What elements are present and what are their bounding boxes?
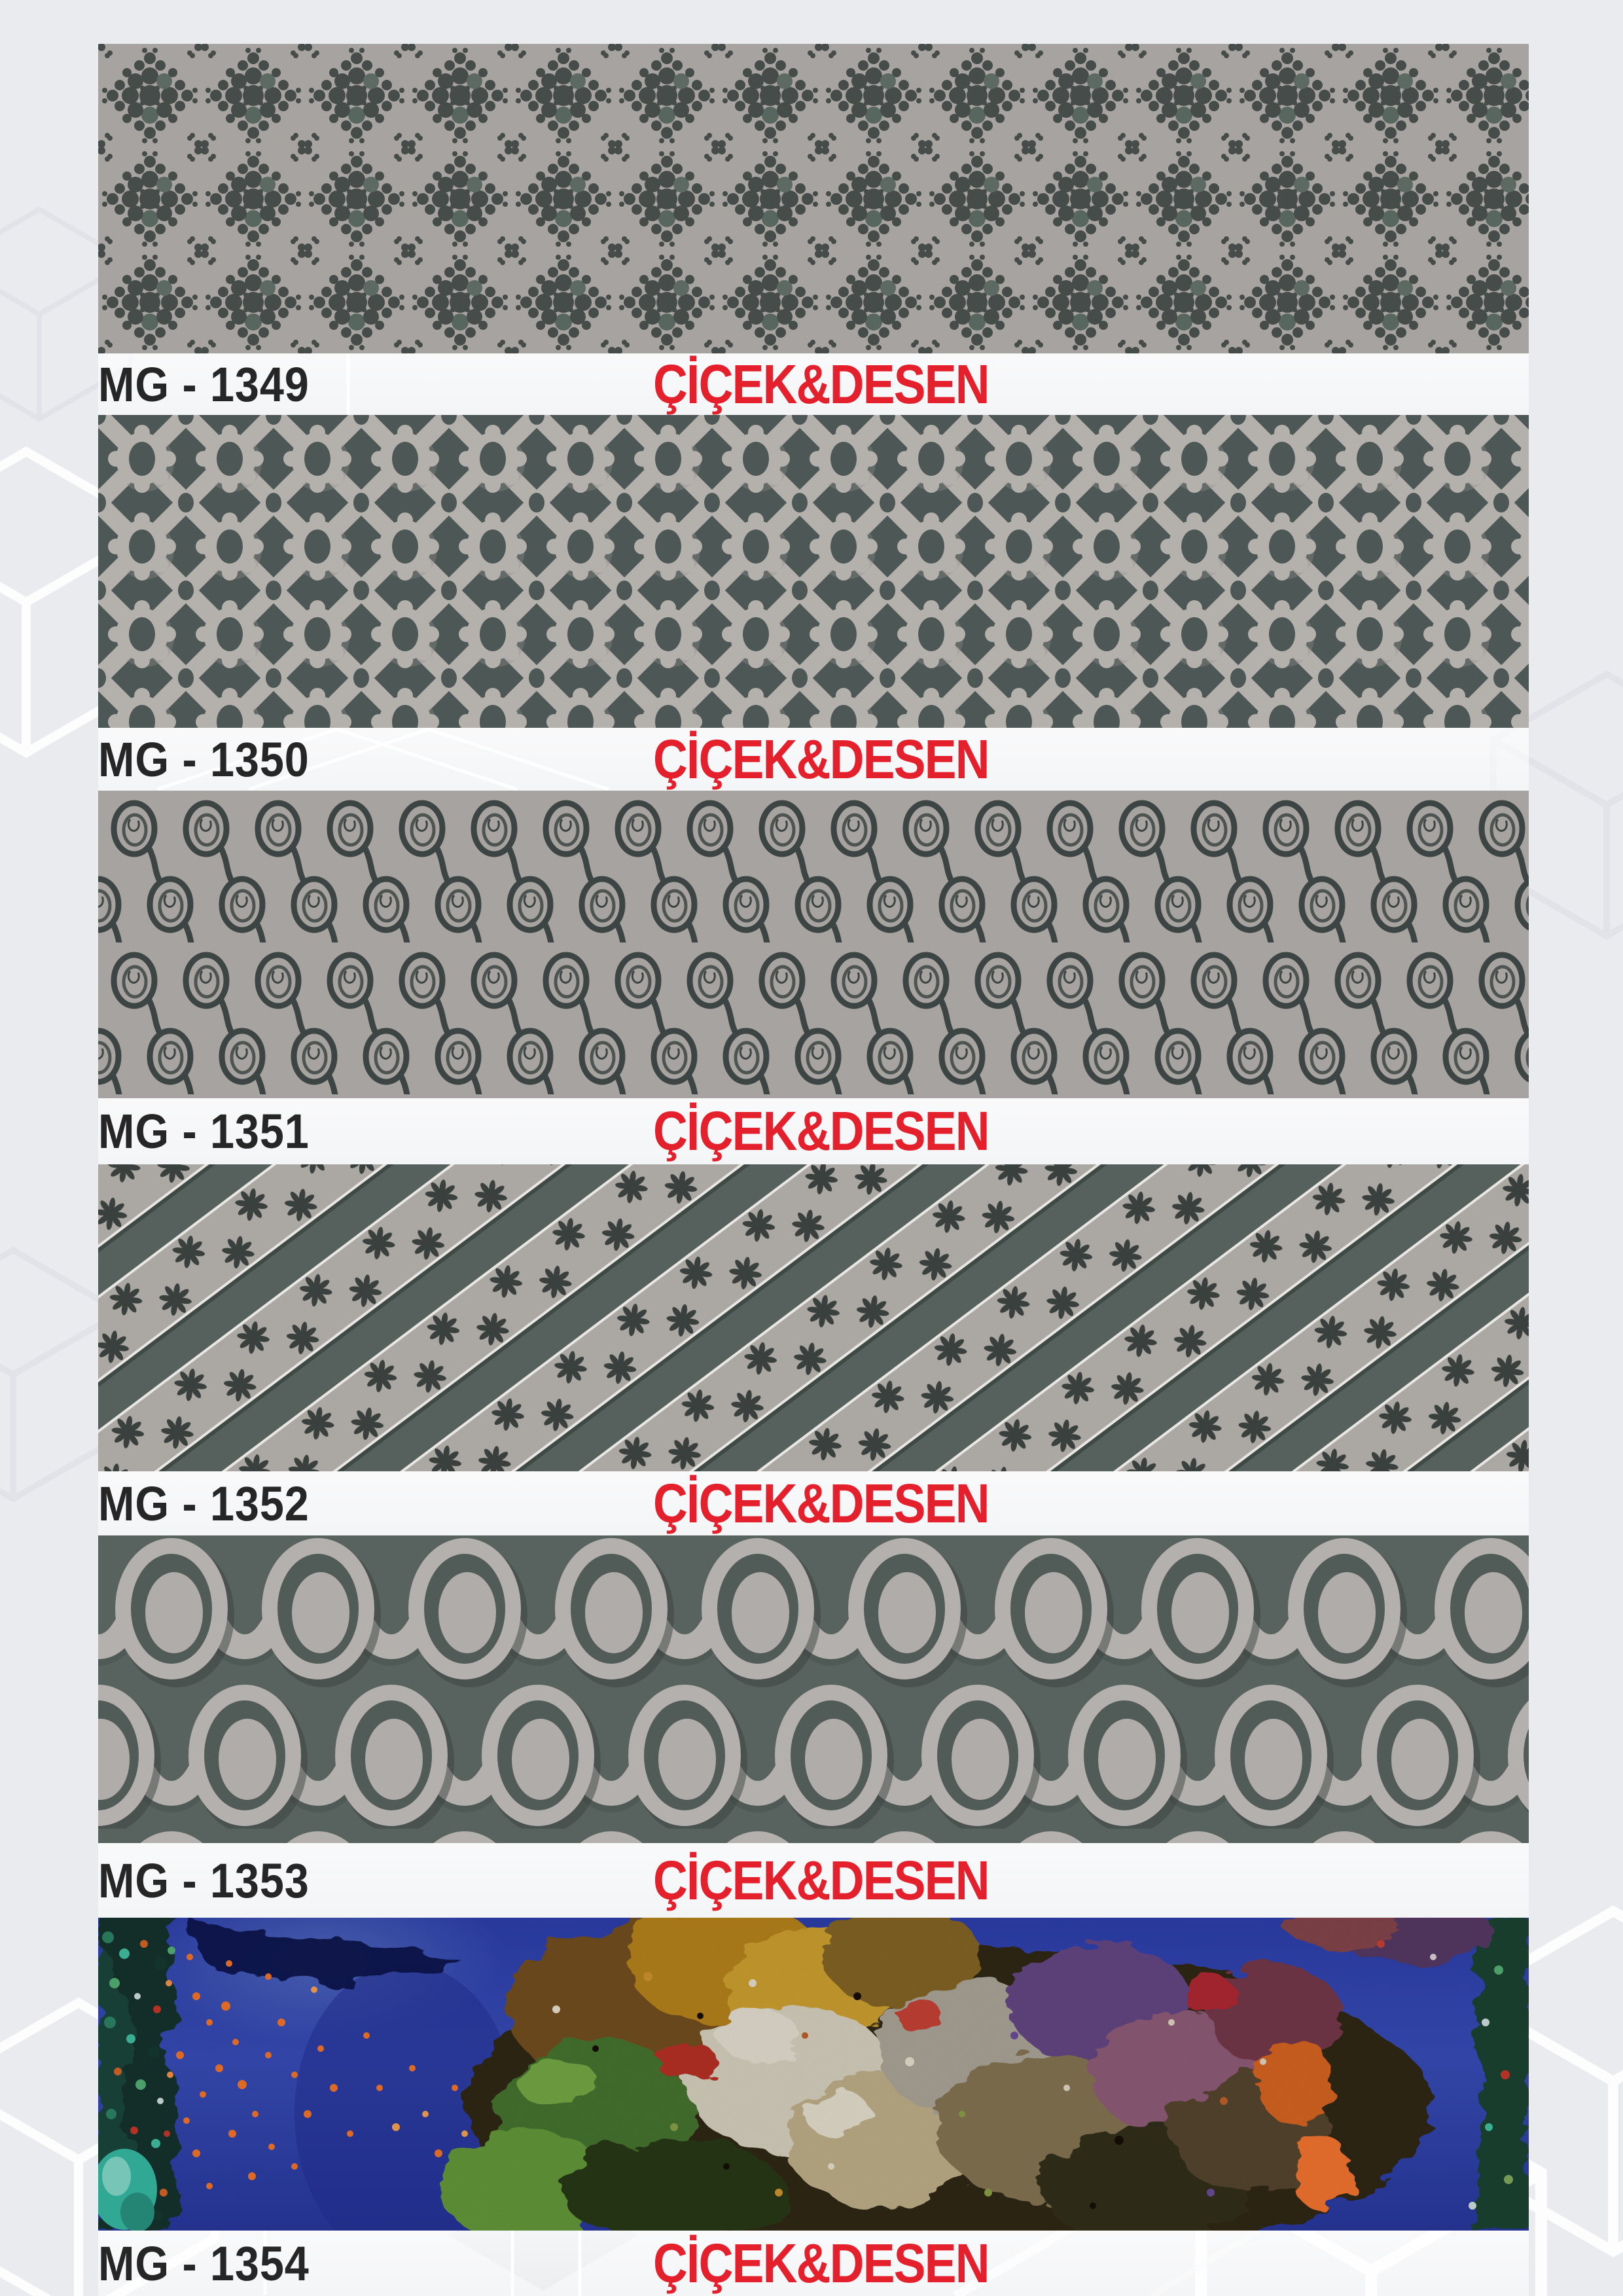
label-strip [98, 728, 1529, 791]
label-strip [98, 2231, 1529, 2296]
collection-name: ÇİÇEK&DESEN [653, 1100, 989, 1162]
product-panel-mg-1349 [98, 44, 1529, 353]
product-code: MG - 1350 [98, 732, 310, 787]
label-strip [98, 1843, 1529, 1918]
label-strip [98, 1098, 1529, 1164]
collection-name: ÇİÇEK&DESEN [653, 2232, 989, 2294]
product-panel-mg-1352 [98, 1164, 1529, 1471]
label-strip [98, 1471, 1529, 1535]
label-strip [98, 353, 1529, 415]
collection-name: ÇİÇEK&DESEN [653, 353, 989, 415]
product-code: MG - 1354 [98, 2236, 310, 2291]
product-panel-mg-1353 [98, 1535, 1529, 1843]
product-panel-mg-1351 [98, 791, 1529, 1098]
collection-name: ÇİÇEK&DESEN [653, 728, 989, 790]
product-code: MG - 1352 [98, 1476, 310, 1531]
collection-name: ÇİÇEK&DESEN [653, 1472, 989, 1534]
product-code: MG - 1349 [98, 357, 310, 412]
product-panel-mg-1350 [98, 415, 1529, 728]
product-code: MG - 1353 [98, 1853, 310, 1908]
product-code: MG - 1351 [98, 1104, 310, 1158]
collection-name: ÇİÇEK&DESEN [653, 1849, 989, 1911]
product-panel-mg-1354 [98, 1918, 1529, 2231]
